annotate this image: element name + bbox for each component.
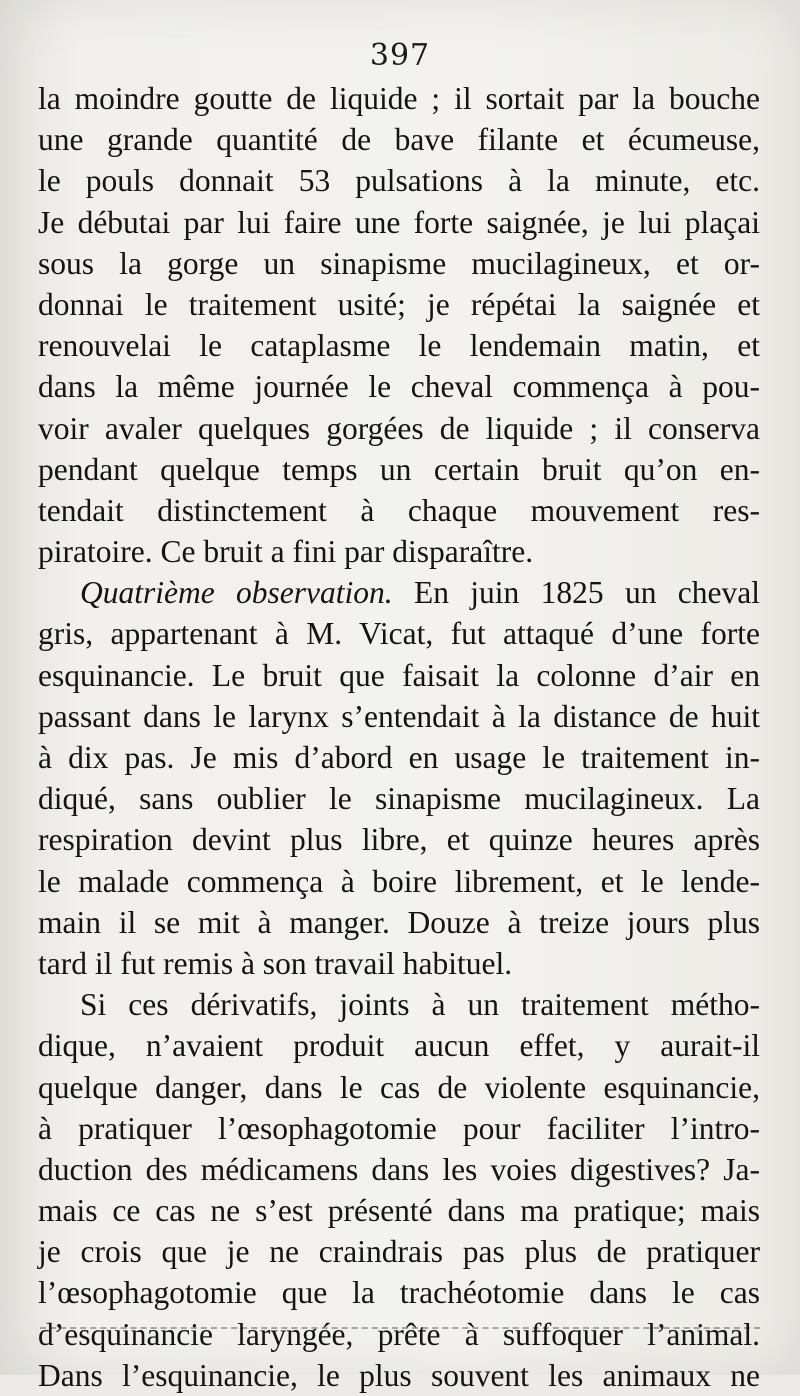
- text-run: En juin 1825 un cheval: [392, 575, 760, 611]
- text-line: respiration devint plus libre, et quinze heures après: [38, 822, 760, 858]
- text-line: tendait distinctement à chaque mouvement res-: [38, 492, 760, 528]
- text-line: esquinancie. Le bruit que faisait la colonne d’air en: [38, 657, 760, 693]
- text-line: mais ce cas ne s’est présenté dans ma pratique; mais: [38, 1193, 760, 1229]
- text-line: Je débutai par lui faire une forte saignée, je lui plaçai: [38, 204, 760, 240]
- text-line: passant dans le larynx s’entendait à la distance de huit: [38, 698, 760, 734]
- text-line: le pouls donnait 53 pulsations à la minute, etc.: [38, 163, 760, 199]
- text-line: sous la gorge un sinapisme mucilagineux, et or-: [38, 245, 760, 281]
- text-line: à pratiquer l’œsophagotomie pour faciliter l’intro-: [38, 1110, 760, 1146]
- text-line: gris, appartenant à M. Vicat, fut attaqué d’une forte: [38, 616, 760, 652]
- text-line: quelque danger, dans le cas de violente esquinancie,: [38, 1069, 760, 1105]
- text-line: dans la même journée le cheval commença à pou-: [38, 369, 760, 405]
- text-line: l’œsophagotomie que la trachéotomie dans le cas: [38, 1275, 760, 1311]
- text-line: tard il fut remis à son travail habituel.: [38, 945, 513, 981]
- paragraph-first-line: Si ces dérivatifs, joints à un traitement métho-: [80, 987, 760, 1023]
- page-number: 397: [369, 38, 431, 73]
- text-line: piratoire. Ce bruit a fini par disparaître.: [38, 534, 534, 570]
- text-line: le malade commença à boire librement, et le lende-: [38, 863, 760, 899]
- observation-heading: Quatrième observation.: [80, 575, 393, 611]
- text-line: voir avaler quelques gorgées de liquide ; il conserva: [38, 410, 760, 446]
- text-line: main il se mit à manger. Douze à treize jours plus: [38, 904, 760, 940]
- text-line: donnai le traitement usité; je répétai la saignée et: [38, 286, 760, 322]
- text-line: d’esquinancie laryngée, prête à suffoquer l’animal.: [38, 1316, 760, 1352]
- text-line: renouvelai le cataplasme le lendemain matin, et: [38, 328, 760, 364]
- paragraph-first-line: [38, 572, 760, 613]
- body-text: [38, 78, 760, 1396]
- page-bottom-edge: [40, 1327, 760, 1329]
- text-line: duction des médicamens dans les voies digestives? Ja-: [38, 1151, 760, 1187]
- text-line: une grande quantité de bave filante et écumeuse,: [38, 122, 760, 158]
- text-line: dique, n’avaient produit aucun effet, y aurait-il: [38, 1028, 760, 1064]
- text-line: je crois que je ne craindrais pas plus de pratiquer: [38, 1234, 760, 1270]
- text-line: la moindre goutte de liquide ; il sortait par la bouche: [38, 81, 760, 116]
- text-line: Dans l’esquinancie, le plus souvent les animaux ne: [38, 1357, 760, 1393]
- text-line: à dix pas. Je mis d’abord en usage le traitement in-: [38, 740, 760, 775]
- text-line: pendant quelque temps un certain bruit qu’on en-: [38, 451, 760, 487]
- text-line: diqué, sans oublier le sinapisme mucilagineux. La: [38, 781, 760, 817]
